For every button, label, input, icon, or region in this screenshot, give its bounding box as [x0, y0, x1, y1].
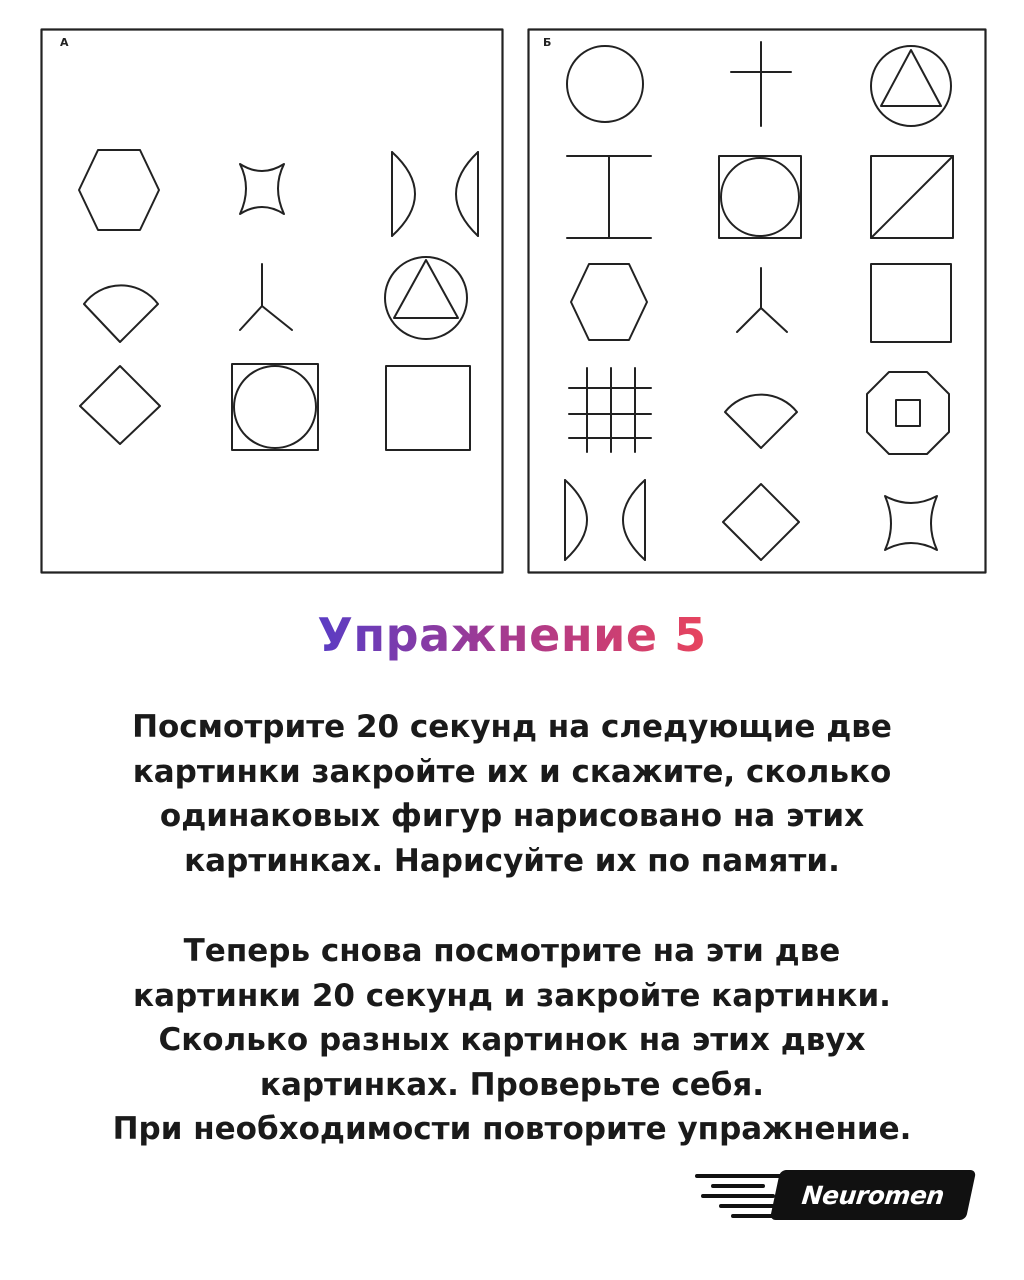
figure-a-shapes: [40, 28, 504, 574]
concave-square-shape: [885, 496, 937, 550]
instruction-line: одинаковых фигур нарисовано на этих: [159, 798, 865, 834]
brand-logo: [693, 1168, 983, 1226]
diamond-shape: [723, 484, 799, 560]
circle-triangle-shape: [385, 257, 467, 339]
square-circle-shape: [719, 156, 801, 238]
double-d-shape: [392, 152, 478, 236]
instruction-line: При необходимости повторите упражнение.: [112, 1111, 912, 1147]
brand-badge: [770, 1170, 977, 1220]
instruction-line: картинки 20 секунд и закройте картинки.: [133, 977, 891, 1014]
square-diagonal-shape: [871, 156, 953, 238]
instruction-line: картинках. Нарисуйте их по памяти.: [184, 842, 840, 879]
figure-b-frame: [529, 30, 986, 573]
droplet-shape: [725, 395, 797, 448]
y-junction-shape: [240, 264, 292, 330]
circle-shape: [567, 46, 643, 122]
instruction-line: Теперь снова посмотрите на эти две: [183, 933, 841, 969]
hexagon-shape: [79, 150, 159, 230]
hash-grid-shape: [569, 368, 651, 452]
instruction-line: картинках. Проверьте себя.: [259, 1066, 765, 1103]
concave-square-shape: [240, 164, 284, 214]
circle-triangle-shape: [871, 46, 951, 126]
figure-a-frame: [42, 30, 503, 573]
square-shape: [386, 366, 470, 450]
double-d-shape: [565, 480, 645, 560]
y-junction-shape: [737, 268, 787, 332]
exercise-title: Упражнение 5: [317, 608, 707, 662]
hexagon-shape: [571, 264, 647, 340]
droplet-shape: [84, 285, 158, 342]
instruction-line: картинки закройте их и скажите, сколько: [132, 753, 892, 790]
octagon-square-shape: [867, 372, 949, 454]
instruction-line: Посмотрите 20 секунд на следующие две: [132, 709, 892, 745]
instructions-text: [40, 705, 984, 1152]
diamond-shape: [80, 366, 160, 444]
brand-name: Neuromen: [800, 1180, 946, 1210]
cross-shape: [731, 42, 791, 126]
figure-a-panel: [40, 28, 504, 574]
figure-b-shapes: [527, 28, 987, 574]
instruction-line: Сколько разных картинок на этих двух: [158, 1022, 866, 1058]
square-circle-shape: [232, 364, 318, 450]
i-beam-shape: [567, 156, 651, 238]
square-shape: [871, 264, 951, 342]
figure-b-label: Б: [543, 36, 552, 49]
figure-a-label: А: [60, 36, 69, 49]
figure-b-panel: [527, 28, 987, 574]
